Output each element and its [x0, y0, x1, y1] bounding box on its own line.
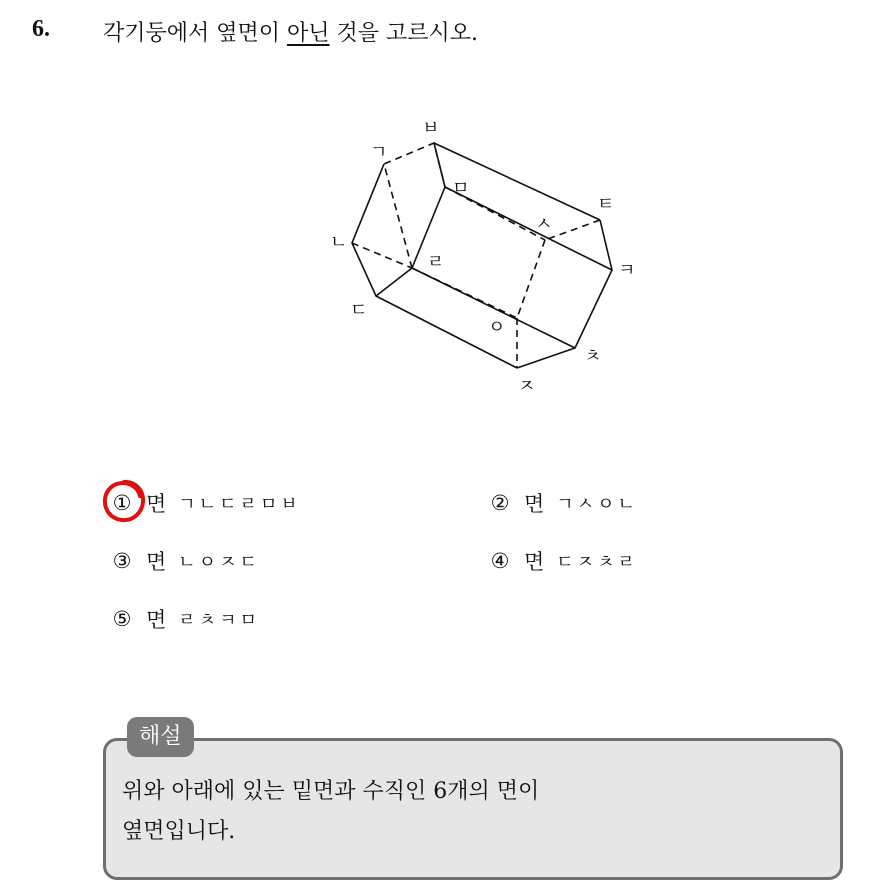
option-2-word: 면: [524, 492, 545, 516]
option-3-number: ③: [112, 549, 132, 573]
option-4-word: 면: [524, 550, 545, 574]
vertex-label-jieut: ㅈ: [518, 376, 536, 397]
vertex-label-bieup: ㅂ: [422, 118, 440, 139]
option-5-number: ⑤: [112, 607, 132, 631]
explanation-line-2: 옆면입니다.: [122, 819, 236, 844]
hexagonal-prism-figure: [0, 0, 884, 440]
question-number: 6.: [32, 16, 50, 42]
prism-hidden-edge: [517, 240, 545, 318]
explanation-line-1: 위와 아래에 있는 밑면과 수직인 6개의 면이: [122, 779, 540, 804]
option-1-letters: ㄱㄴㄷㄹㅁㅂ: [178, 494, 301, 515]
option-3-letters: ㄴㅇㅈㄷ: [178, 552, 260, 573]
vertex-label-mieum: ㅁ: [452, 178, 470, 199]
vertex-label-giyeok: ㄱ: [370, 142, 388, 163]
option-2-number: ②: [490, 491, 510, 515]
option-2[interactable]: [488, 488, 638, 518]
option-4-letters: ㄷㅈㅊㄹ: [556, 552, 638, 573]
answer-mark-circle: [101, 478, 147, 524]
prism-front-hexagon: [384, 143, 445, 268]
vertex-label-siot: ㅅ: [535, 214, 553, 235]
option-4[interactable]: [488, 546, 638, 576]
option-4-number: ④: [490, 549, 510, 573]
option-1-word: 면: [146, 492, 167, 516]
explanation-text: [122, 772, 822, 852]
vertex-label-kieuk: ㅋ: [618, 260, 636, 281]
option-5[interactable]: [110, 604, 260, 634]
vertex-label-nieun: ㄴ: [330, 232, 348, 253]
vertex-label-chieut: ㅊ: [584, 346, 602, 367]
vertex-label-tieut: ㅌ: [597, 194, 615, 215]
option-1-number: ①: [112, 491, 132, 515]
option-5-word: 면: [146, 608, 167, 632]
option-3-word: 면: [146, 550, 167, 574]
question-text-before: 각기둥에서 옆면이: [103, 21, 288, 46]
vertex-label-digeut: ㄷ: [350, 300, 368, 321]
option-3[interactable]: [110, 546, 260, 576]
prism-edge: [376, 268, 412, 296]
prism-hidden-edge: [545, 220, 600, 240]
prism-edge: [434, 143, 445, 187]
option-5-letters: ㄹㅊㅋㅁ: [178, 610, 260, 631]
vertex-label-rieul: ㄹ: [427, 252, 445, 273]
explanation-tab: 해설: [127, 717, 194, 757]
vertex-label-ieung: ㅇ: [488, 317, 506, 338]
option-2-letters: ㄱㅅㅇㄴ: [556, 494, 638, 515]
question-text-after: 것을 고르시오.: [329, 21, 479, 46]
question-underlined-word: 아닌: [287, 21, 330, 46]
